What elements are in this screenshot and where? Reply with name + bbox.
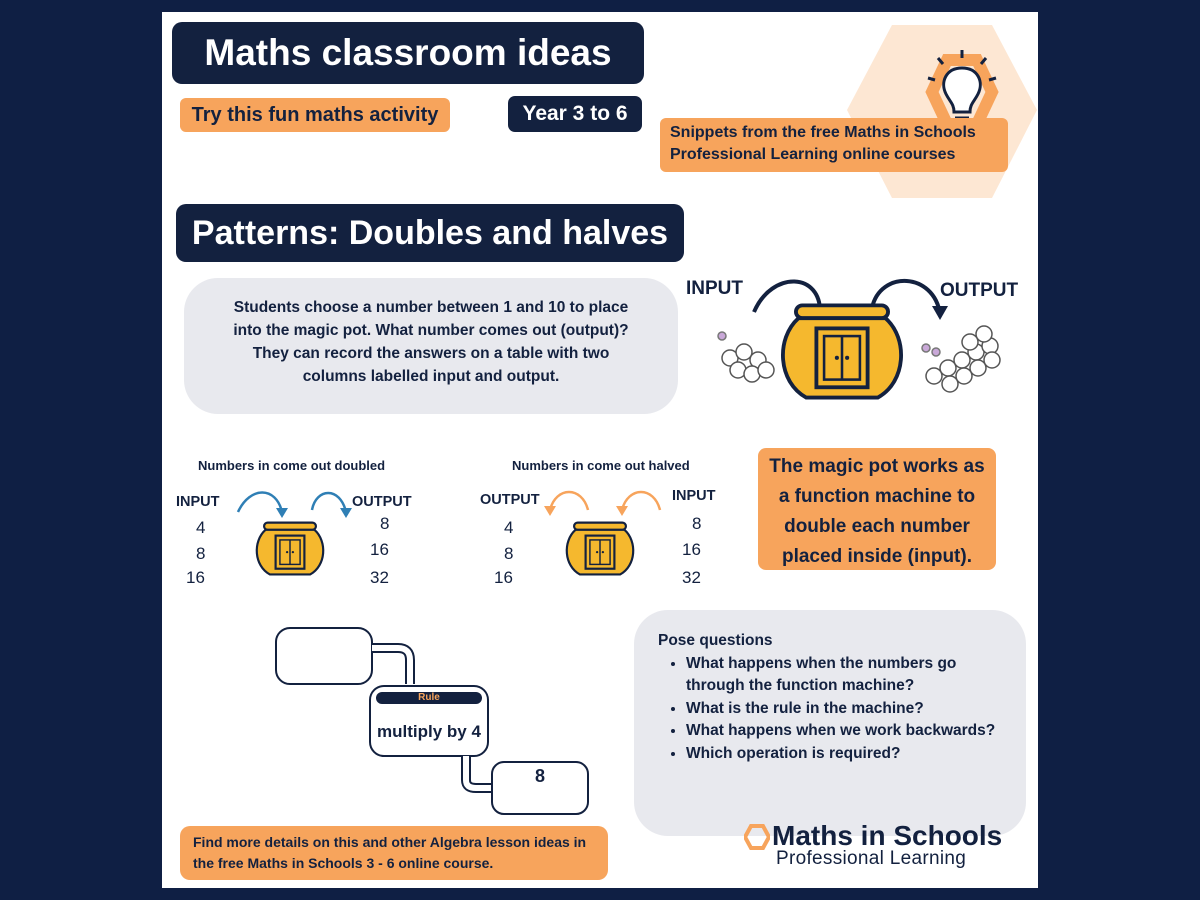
callout-line: a function machine to — [778, 486, 976, 507]
doubled-output-value: 32 — [370, 568, 389, 587]
doubled-output-value: 16 — [370, 540, 389, 559]
question-item: • Which operation is required? — [686, 743, 1002, 766]
brand-logo-title: Maths in Schools — [772, 820, 1003, 851]
rule-text: multiply by 4 — [377, 722, 481, 741]
halved-input-value: 16 — [682, 540, 701, 559]
lightbulb-logo-graphic — [842, 20, 1038, 204]
snippets-note-line: Snippets from the free Maths in Schools — [670, 124, 976, 141]
more-details-line: the free Maths in Schools 3 - 6 online course. — [193, 855, 494, 871]
machine-input-box — [276, 628, 372, 684]
page-title: Maths classroom ideas — [172, 22, 644, 84]
magic-pot-icon — [783, 305, 901, 397]
section-title: Patterns: Doubles and halves — [176, 204, 684, 262]
halved-title: Numbers in come out halved — [512, 458, 690, 473]
doubled-input-value: 8 — [196, 544, 206, 563]
function-machine-callout — [758, 448, 996, 570]
question-item: • What is the rule in the machine? — [686, 698, 1002, 721]
intro-line: columns labelled input and output. — [302, 368, 560, 385]
doubled-output-label: OUTPUT — [352, 494, 412, 510]
curved-arrow-icon — [550, 492, 588, 510]
callout-line: double each number — [784, 516, 970, 537]
activity-tag: Try this fun maths activity — [180, 98, 450, 132]
coins-input-icon — [722, 344, 774, 382]
doubled-pot-diagram — [232, 484, 356, 578]
intro-line: Students choose a number between 1 and 10 to place — [233, 299, 629, 316]
doubled-input-value: 16 — [186, 568, 205, 587]
snippets-note — [660, 118, 1008, 172]
halved-input-value: 8 — [692, 514, 702, 533]
curved-arrow-icon — [622, 492, 660, 510]
halved-output-value: 4 — [504, 518, 514, 537]
magic-pot-icon — [567, 523, 633, 575]
more-details-note — [180, 826, 608, 880]
callout-line: The magic pot works as — [769, 456, 985, 477]
halved-output-value: 8 — [504, 544, 514, 563]
question-item: • What happens when the numbers go through the function machine? — [686, 653, 1002, 698]
machine-output-value: 8 — [534, 766, 545, 786]
snippets-note-line: Professional Learning online courses — [670, 146, 956, 163]
pose-questions-heading: Pose questions — [658, 632, 773, 649]
infographic-page — [162, 12, 1038, 888]
halved-output-value: 16 — [494, 568, 513, 587]
curved-arrow-icon — [238, 493, 282, 513]
pose-questions-card — [634, 610, 1026, 836]
callout-line: placed inside (input). — [781, 546, 972, 567]
halved-input-value: 32 — [682, 568, 701, 587]
diagram-output-label: OUTPUT — [940, 280, 1019, 301]
intro-line: They can record the answers on a table with two — [252, 345, 610, 362]
rule-label: Rule — [418, 692, 440, 703]
magic-pot-diagram — [702, 272, 1022, 412]
question-item: • What happens when we work backwards? — [686, 720, 1002, 743]
diagram-input-label: INPUT — [686, 278, 743, 299]
halved-output-label: OUTPUT — [480, 492, 540, 508]
doubled-output-value: 8 — [380, 514, 390, 533]
doubled-title: Numbers in come out doubled — [198, 458, 386, 473]
doubled-input-label: INPUT — [176, 494, 220, 510]
brand-logo-subtitle: Professional Learning — [776, 848, 967, 869]
year-badge: Year 3 to 6 — [508, 96, 642, 132]
hexagon-logo-icon — [744, 824, 770, 850]
halved-input-label: INPUT — [672, 488, 716, 504]
intro-card — [184, 278, 678, 414]
doubled-input-value: 4 — [196, 518, 206, 537]
question-list — [658, 653, 1002, 766]
more-details-line: Find more details on this and other Algebra lesson ideas in — [193, 834, 587, 850]
magic-pot-icon — [257, 523, 323, 575]
intro-line: into the magic pot. What number comes out (output)? — [233, 322, 629, 339]
halved-pot-diagram — [542, 482, 666, 578]
coins-output-icon — [926, 326, 1000, 392]
